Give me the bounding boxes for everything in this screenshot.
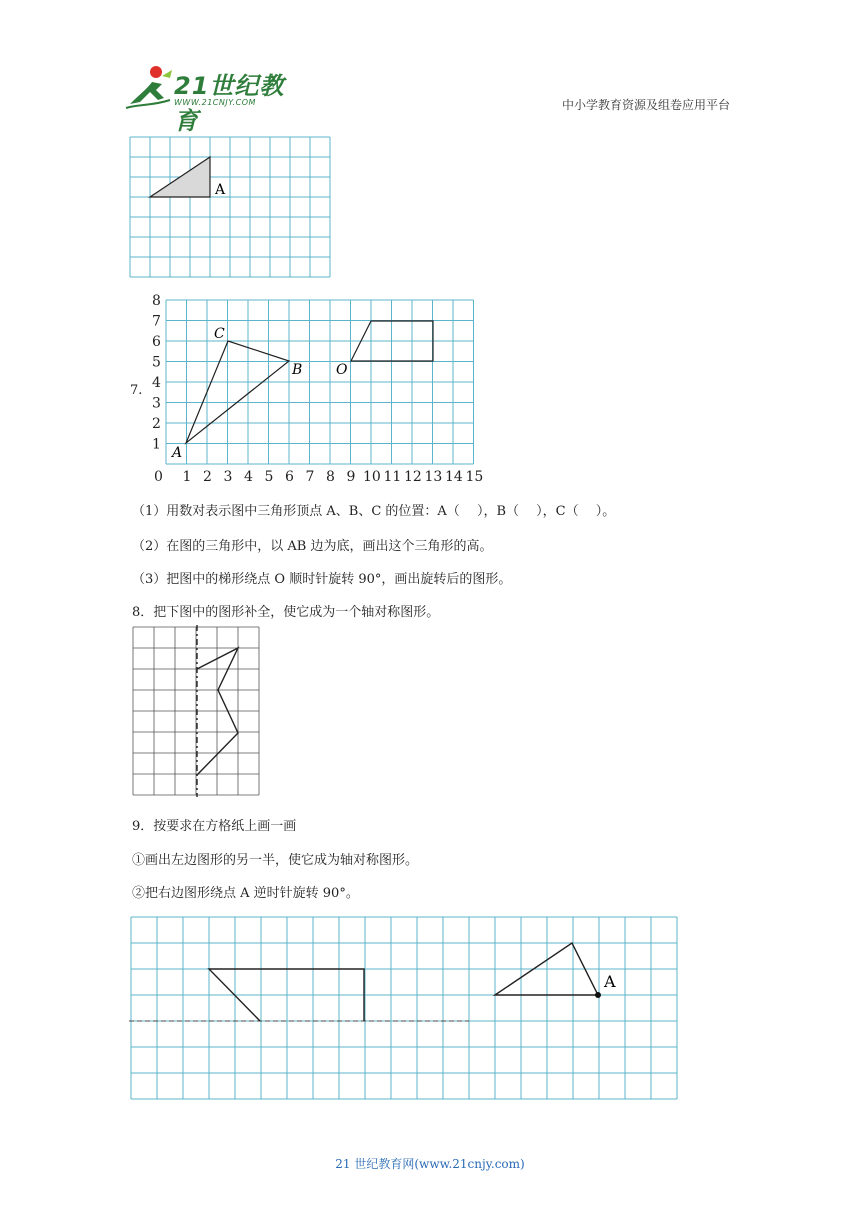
runner-logo-icon <box>122 64 174 112</box>
x-tick-label: 6 <box>285 469 294 485</box>
q9-grid <box>129 915 681 1103</box>
logo-url: WWW.21CNJY.COM <box>174 98 256 107</box>
x-tick-label: 13 <box>424 469 443 485</box>
y-tick-label: 4 <box>152 375 161 391</box>
x-tick-label: 2 <box>203 469 212 485</box>
point-a-label: A <box>215 182 226 198</box>
y-tick-label: 7 <box>152 313 161 330</box>
half-figure <box>197 648 238 775</box>
logo-text: 21世纪教育 <box>174 72 285 135</box>
q9-line-2: ②把右边图形绕点 A 逆时针旋转 90°。 <box>132 886 359 901</box>
y-tick-label: 5 <box>152 354 161 371</box>
q8-text: 8．把下图中的图形补全，使它成为一个轴对称图形。 <box>132 605 440 620</box>
y-tick-label: 2 <box>152 416 161 432</box>
y-tick-label: 0 <box>154 469 163 485</box>
x-tick-label: 14 <box>445 469 463 485</box>
q7-number: 7. <box>130 383 143 398</box>
x-tick-label: 8 <box>326 469 335 485</box>
x-tick-label: 12 <box>404 469 422 485</box>
q7-line-3: （3）把图中的梯形绕点 O 顺时针旋转 90°，画出旋转后的图形。 <box>132 572 512 587</box>
site-logo <box>122 64 292 135</box>
page-footer: 21 世纪教育网(www.21cnjy.com) <box>335 1157 525 1171</box>
q7-line-1: （1）用数对表示图中三角形顶点 A、B、C 的位置：A（ ），B（ ），C（ ）。 <box>132 504 616 519</box>
y-tick-label: 8 <box>152 293 161 309</box>
triangle-abc <box>186 341 289 443</box>
x-tick-label: 4 <box>244 469 253 485</box>
q9-line-1: ①画出左边图形的另一半，使它成为轴对称图形。 <box>132 853 419 868</box>
q7-coordinate-grid <box>140 290 500 490</box>
label-c: C <box>214 326 225 342</box>
y-tick-label: 6 <box>152 334 161 350</box>
y-tick-label: 3 <box>152 395 161 412</box>
point-a-label: A <box>604 972 616 991</box>
x-tick-label: 5 <box>264 469 274 485</box>
q7-line-2: （2）在图的三角形中，以 AB 边为底，画出这个三角形的高。 <box>132 539 493 554</box>
x-tick-label: 10 <box>363 469 381 485</box>
label-o: O <box>336 362 348 378</box>
q8-symmetry-grid <box>131 625 263 801</box>
label-a: A <box>172 445 183 461</box>
x-tick-label: 11 <box>383 469 402 485</box>
x-tick-label: 7 <box>305 469 315 485</box>
point-a-dot <box>595 992 601 998</box>
x-tick-label: 15 <box>465 469 484 485</box>
x-tick-label: 1 <box>182 469 192 485</box>
y-tick-label: 1 <box>152 436 161 453</box>
label-b: B <box>292 362 303 378</box>
top-triangle-grid-figure <box>128 135 338 281</box>
header-site-name: 中小学教育资源及组卷应用平台 <box>561 98 730 112</box>
x-tick-label: 9 <box>346 469 356 485</box>
x-tick-label: 3 <box>223 469 233 485</box>
q9-title: 9．按要求在方格纸上画一画 <box>132 819 297 834</box>
